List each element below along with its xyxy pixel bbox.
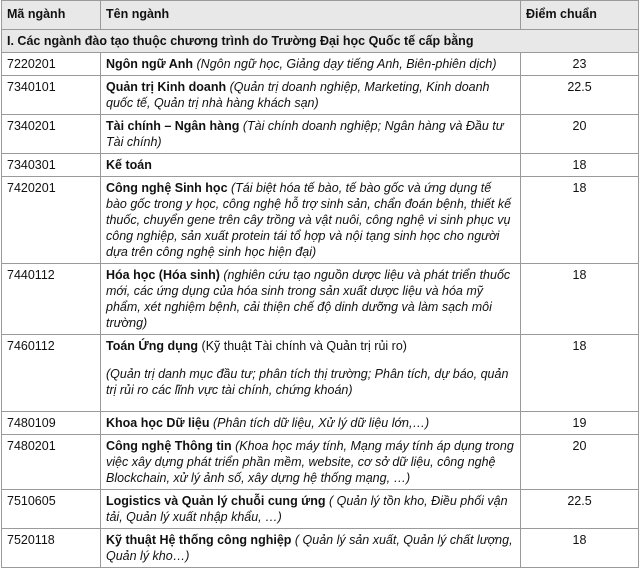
major-cell <box>101 490 521 529</box>
cutoff-score: 22.5 <box>521 76 639 115</box>
major-code: 7340101 <box>2 76 101 115</box>
major-desc: (Phân tích dữ liệu, Xử lý dữ liệu lớn,…) <box>209 416 430 430</box>
major-desc: (Khoa học máy tính, Mạng máy tính áp dụng trong việc xây dựng phát triển phần mềm, website, cơ sở dữ liệu, công nghệ Blockchain, xử lý ảnh số, xây dựng hệ thống mạng, …) <box>106 439 514 485</box>
major-code: 7510605 <box>2 490 101 529</box>
major-cell <box>101 115 521 154</box>
table-row <box>2 177 639 264</box>
major-name: Kế toán <box>106 158 152 172</box>
major-code: 7460112 <box>2 335 101 412</box>
cutoff-score: 20 <box>521 435 639 490</box>
major-desc: ( Quản lý sản xuất, Quản lý chất lượng, Quản lý kho…) <box>106 533 513 563</box>
cutoff-score: 18 <box>521 154 639 177</box>
major-cell <box>101 154 521 177</box>
major-cell <box>101 53 521 76</box>
major-cell <box>101 529 521 568</box>
major-code: 7420201 <box>2 177 101 264</box>
table-row <box>2 115 639 154</box>
major-name: Công nghệ Thông tin <box>106 439 232 453</box>
major-code: 7440112 <box>2 264 101 335</box>
section-label: I. Các ngành đào tạo thuộc chương trình do Trường Đại học Quốc tế cấp bằng <box>2 30 639 53</box>
admission-score-table <box>1 0 639 568</box>
major-code: 7480201 <box>2 435 101 490</box>
cutoff-score: 18 <box>521 529 639 568</box>
header-name: Tên ngành <box>101 1 521 30</box>
major-desc: ( Quản lý tồn kho, Điều phối vận tải, Quản lý xuất nhập khẩu, …) <box>106 494 508 524</box>
cutoff-score: 18 <box>521 264 639 335</box>
major-code: 7220201 <box>2 53 101 76</box>
table-row <box>2 264 639 335</box>
major-plain-desc: (Kỹ thuật Tài chính và Quản trị rủi ro) <box>198 339 407 353</box>
table-row <box>2 335 639 412</box>
major-cell <box>101 264 521 335</box>
major-name: Khoa học Dữ liệu <box>106 416 210 430</box>
major-cell <box>101 412 521 435</box>
major-code: 7520118 <box>2 529 101 568</box>
major-name: Toán Ứng dụng <box>106 339 199 353</box>
table-row <box>2 435 639 490</box>
major-name: Công nghệ Sinh học <box>106 181 228 195</box>
major-cell <box>101 76 521 115</box>
major-extra-desc: (Quản trị danh mục đầu tư; phân tích thị trường; Phân tích, dự báo, quản trị rủi ro các lĩnh vực tài chính, chứng khoán) <box>106 367 509 397</box>
major-code: 7340301 <box>2 154 101 177</box>
table-row <box>2 76 639 115</box>
major-name: Ngôn ngữ Anh <box>106 57 194 71</box>
table-row <box>2 529 639 568</box>
major-code: 7480109 <box>2 412 101 435</box>
cutoff-score: 18 <box>521 177 639 264</box>
major-desc: (Ngôn ngữ học, Giảng dạy tiếng Anh, Biên-phiên dịch) <box>193 57 497 71</box>
table-row <box>2 53 639 76</box>
major-cell <box>101 335 521 412</box>
major-name: Logistics và Quản lý chuỗi cung ứng <box>106 494 326 508</box>
major-name: Hóa học (Hóa sinh) <box>106 268 220 282</box>
cutoff-score: 19 <box>521 412 639 435</box>
major-desc: (Tái biệt hóa tế bào, tế bào gốc và ứng dụng tế bào gốc trong y học, công nghệ hỗ trợ sinh sản, chẩn đoán bệnh, thiết kế thuốc, chuyển gene trên cây trồng và vật nuôi, công nghệ vi sinh phục vụ công nghiệp, sản xuất protein tái tổ hợp và nội tạng sinh học cho người dựa trên công nghệ sinh học hiện đại) <box>106 181 512 259</box>
major-name: Quản trị Kinh doanh <box>106 80 227 94</box>
table-row <box>2 412 639 435</box>
cutoff-score: 23 <box>521 53 639 76</box>
cutoff-score: 18 <box>521 335 639 412</box>
major-cell <box>101 435 521 490</box>
major-desc: (Quản trị doanh nghiệp, Marketing, Kinh doanh quốc tế, Quản trị nhà hàng khách sạn) <box>106 80 490 110</box>
table-header-row <box>2 1 639 30</box>
major-name: Tài chính – Ngân hàng <box>106 119 240 133</box>
header-code: Mã ngành <box>2 1 101 30</box>
major-code: 7340201 <box>2 115 101 154</box>
header-score: Điểm chuẩn <box>521 1 639 30</box>
table-row <box>2 490 639 529</box>
major-desc: (Tài chính doanh nghiệp; Ngân hàng và Đầu tư Tài chính) <box>106 119 504 149</box>
cutoff-score: 22.5 <box>521 490 639 529</box>
major-cell <box>101 177 521 264</box>
major-desc: (nghiên cứu tạo nguồn dược liệu và phát triển thuốc mới, các ứng dụng của hóa sinh trong sản xuất dược liệu và hóa mỹ phẩm, xét nghiệm bệnh, cải thiện chế độ dinh dưỡng và làm sạch môi trường) <box>106 268 511 330</box>
section-row <box>2 30 639 53</box>
table-row <box>2 154 639 177</box>
cutoff-score: 20 <box>521 115 639 154</box>
major-name: Kỹ thuật Hệ thống công nghiệp <box>106 533 292 547</box>
